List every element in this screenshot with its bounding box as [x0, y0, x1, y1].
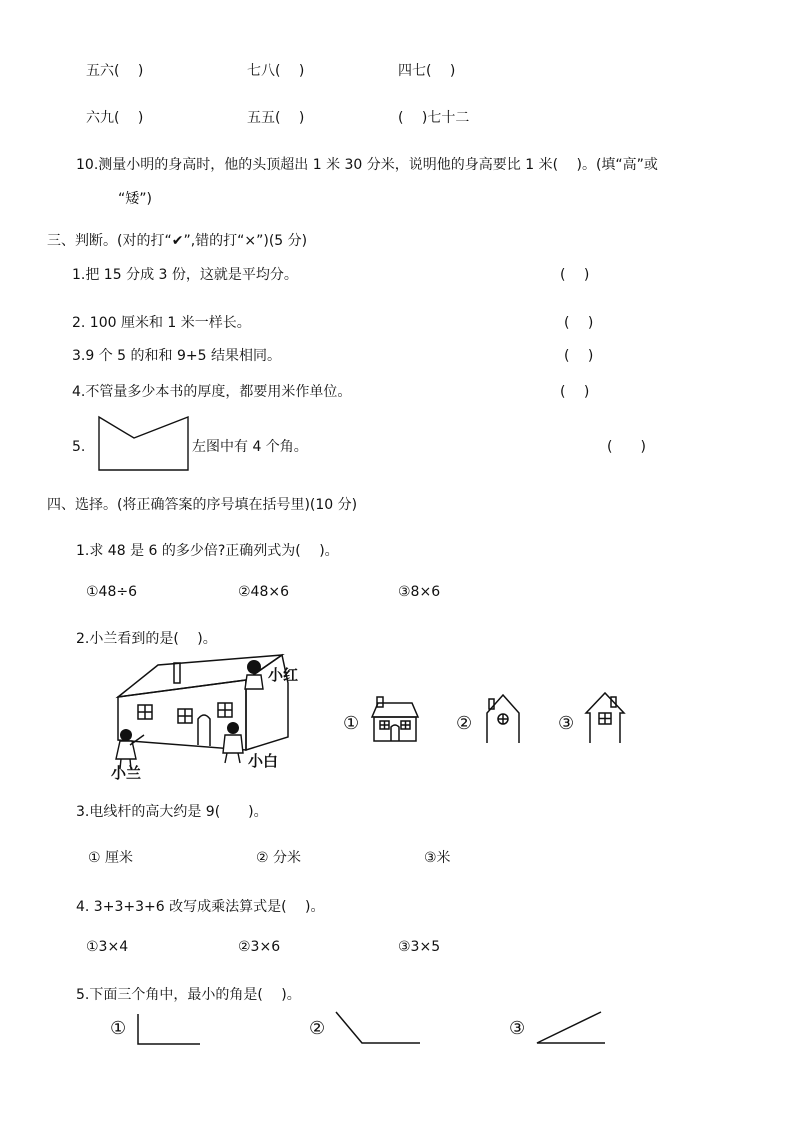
choice-4-option-3: ③3×5 — [398, 939, 441, 955]
judge-4-blank: ( ) — [560, 384, 590, 400]
judge-3-text: 3.9 个 5 的和和 9+5 结果相同。 — [72, 348, 281, 364]
choice-2-text: 2.小兰看到的是( )。 — [76, 631, 217, 647]
choice-1-option-2: ②48×6 — [238, 584, 290, 600]
q9-item-5: 五五( ) — [247, 110, 305, 126]
judge-2-text: 2. 100 厘米和 1 米一样长。 — [72, 315, 251, 331]
choice-5-text: 5.下面三个角中，最小的角是( )。 — [76, 987, 301, 1003]
house-front-view-option — [370, 695, 420, 743]
kid-top-figure — [245, 660, 263, 689]
obtuse-angle-figure — [334, 1010, 422, 1048]
section3-title: 三、判断。(对的打“✔”,错的打“×”)(5 分) — [47, 233, 308, 249]
choice-3-option-2: ② 分米 — [256, 850, 302, 866]
choice-4-option-1: ①3×4 — [86, 939, 129, 955]
house-side-view-round-window-option — [483, 693, 523, 745]
name-xiaobai: 小白 — [248, 752, 279, 770]
choice-4-text: 4. 3+3+3+6 改写成乘法算式是( )。 — [76, 899, 325, 915]
judge-1-text: 1.把 15 分成 3 份，这就是平均分。 — [72, 267, 298, 283]
judge-2-blank: ( ) — [564, 315, 594, 331]
q9-item-2: 七八( ) — [247, 63, 305, 79]
choice-2-option-1-label: ① — [343, 713, 360, 734]
choice-1-option-3: ③8×6 — [398, 584, 441, 600]
choice-3-text: 3.电线杆的高大约是 9( )。 — [76, 804, 268, 820]
q9-item-1: 五六( ) — [86, 63, 144, 79]
choice-2-option-2-label: ② — [456, 713, 473, 734]
choice-5-option-2-label: ② — [309, 1018, 326, 1039]
right-angle-figure — [136, 1012, 202, 1048]
section4-title: 四、选择。(将正确答案的序号填在括号里)(10 分) — [47, 497, 358, 513]
judge-1-blank: ( ) — [560, 267, 590, 283]
judge-3-blank: ( ) — [564, 348, 594, 364]
judge-5-blank: ( ) — [607, 439, 646, 455]
choice-1-option-1: ①48÷6 — [86, 584, 138, 600]
judge-4-text: 4.不管量多少本书的厚度，都要用米作单位。 — [72, 384, 352, 400]
concave-shape-figure — [98, 416, 190, 472]
name-xiaohong: 小红 — [268, 666, 299, 684]
girl-left-figure — [116, 729, 144, 769]
judge-5-number: 5. — [72, 439, 86, 455]
choice-3-option-1: ① 厘米 — [88, 850, 134, 866]
q10-line1: 10.测量小明的身高时，他的头顶超出 1 米 30 分米，说明他的身高要比 1 米( )。(填“高”或 — [76, 157, 658, 173]
choice-5-option-1-label: ① — [110, 1018, 127, 1039]
kid-right-figure — [223, 722, 243, 763]
choice-3-option-3: ③米 — [424, 850, 451, 866]
acute-angle-figure — [535, 1010, 607, 1048]
judge-5-text: 左图中有 4 个角。 — [192, 439, 308, 455]
choice-1-text: 1.求 48 是 6 的多少倍?正确列式为( )。 — [76, 543, 339, 559]
name-xiaolan: 小兰 — [111, 764, 142, 782]
choice-4-option-2: ②3×6 — [238, 939, 281, 955]
house-side-view-square-window-option — [584, 691, 626, 745]
q10-line2: “矮”) — [118, 191, 152, 207]
q9-item-4: 六九( ) — [86, 110, 144, 126]
q9-item-6: ( )七十二 — [398, 110, 470, 126]
choice-5-option-3-label: ③ — [509, 1018, 526, 1039]
q9-item-3: 四七( ) — [398, 63, 456, 79]
choice-2-option-3-label: ③ — [558, 713, 575, 734]
